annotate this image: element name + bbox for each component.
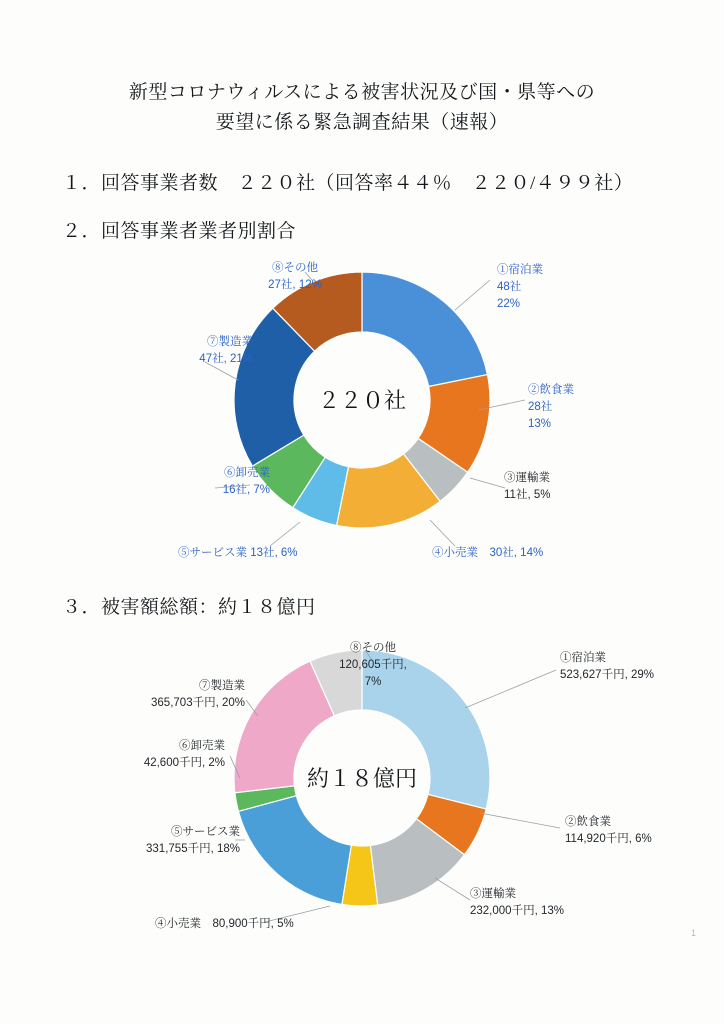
chart2-label-other: ⑧その他 120,605千円, 7% [339, 642, 407, 688]
leader-line [465, 670, 556, 708]
leader-line [480, 813, 560, 828]
leader-line [430, 520, 455, 546]
chart2-label-hotel: ①宿泊業 523,627千円, 29% [560, 652, 654, 681]
title-line-1: 新型コロナウィルスによる被害状況及び国・県等への [128, 82, 596, 103]
chart1-label-service: ⑤サービス業 13社, 6% [178, 547, 298, 559]
chart1-label-manufacturing: ⑦製造業 47社, 21% [199, 336, 253, 365]
donut-chart-damage [0, 628, 724, 948]
chart1-label-restaurant: ②飲食業 28社 13% [528, 384, 574, 430]
section-2-heading: ２．回答事業者業者別割合 [62, 221, 297, 242]
chart2-label-service: ⑤サービス業 331,755千円, 18% [146, 826, 240, 855]
chart2-label-wholesale: ⑥卸売業 42,600千円, 2% [143, 740, 225, 769]
leader-line [470, 478, 505, 488]
title-line-2: 要望に係る緊急調査結果（速報） [215, 112, 509, 133]
donut-center-label: ２２０社 [317, 388, 407, 413]
chart1-label-wholesale: ⑥卸売業 16社, 7% [222, 467, 270, 496]
chart1-label-retail: ④小売業 30社, 14% [432, 547, 544, 559]
chart2-label-restaurant: ②飲食業 114,920千円, 6% [565, 816, 652, 845]
pie-slice [238, 796, 351, 905]
page-title [0, 78, 724, 138]
pie-slice [362, 272, 487, 386]
leader-line [270, 522, 300, 546]
page-number: 1 [690, 928, 696, 938]
leader-line [435, 878, 470, 900]
donut-chart-respondents [0, 250, 724, 570]
chart1-label-other: ⑧その他 27社, 12% [268, 262, 322, 291]
donut-center-label: 約１８億円 [306, 766, 418, 791]
chart1-label-hotel: ①宿泊業 48社 22% [497, 264, 543, 310]
section-3-heading: ３．被害額総額：約１８億円 [62, 597, 316, 618]
chart1-label-transport: ③運輸業 11社, 5% [504, 472, 551, 501]
leader-line [455, 280, 490, 310]
section-1-heading: １．回答事業者数 ２２０社（回答率４４％ ２２０/４９９社） [62, 173, 634, 194]
chart2-label-retail: ④小売業 80,900千円, 5% [155, 918, 294, 930]
chart2-label-manufacturing: ⑦製造業 365,703千円, 20% [151, 680, 245, 709]
donut-chart-1-svg [0, 250, 724, 570]
chart2-label-transport: ③運輸業 232,000千円, 13% [470, 888, 564, 917]
